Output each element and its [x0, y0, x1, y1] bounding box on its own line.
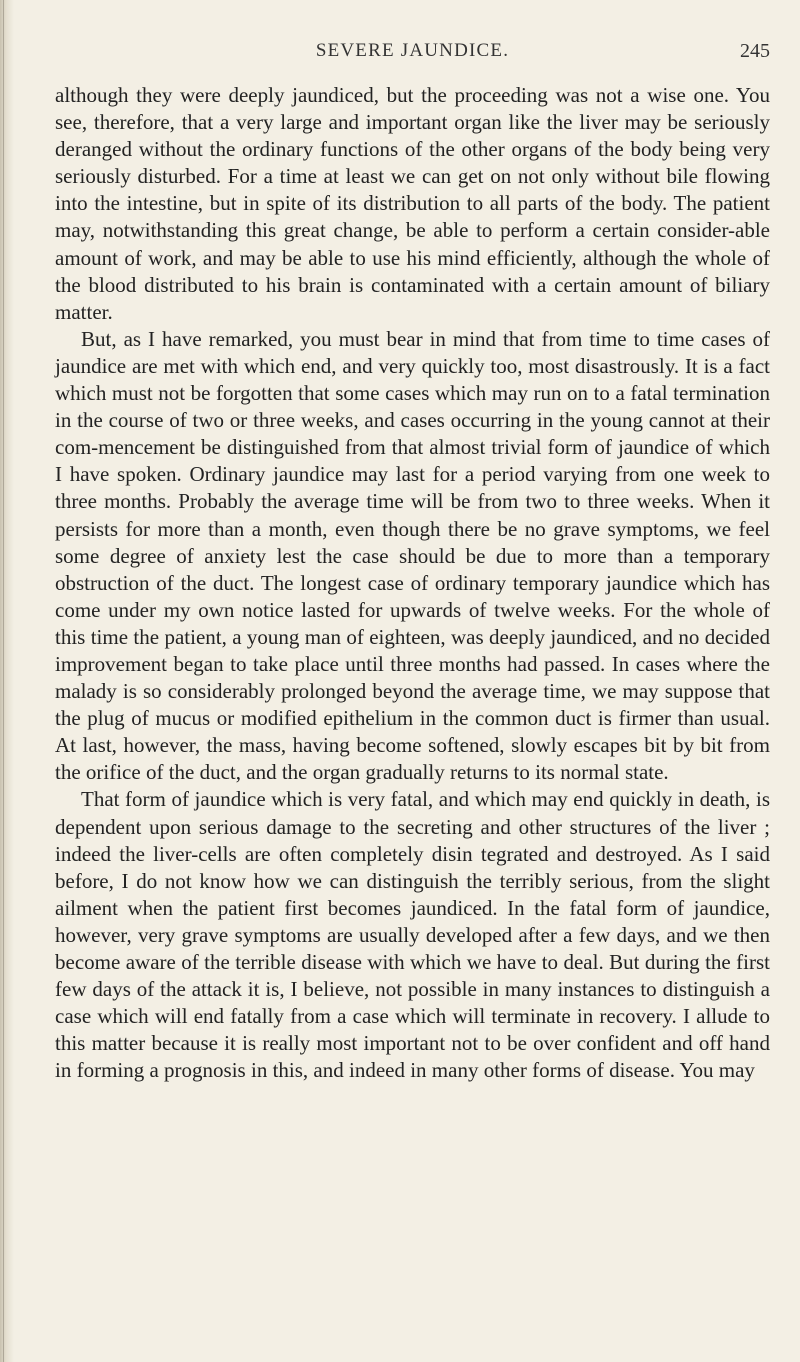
paragraph-3: That form of jaundice which is very fatal, and which may end quickly in death, is dependent upon serious damage to the secreting and other structures of the liver ; indeed the liver-cells are often completely disin tegrated and destroyed. As I said before, I do not know how we can distinguish the terribly serious, from the slight ailment when the patient first becomes jaundiced. In the fatal form of jaundice, however, very grave symptoms are usually developed after a few days, and we then become aware of the terrible disease with which we have to deal. But during the first few days of the attack it is, I believe, not possible in many instances to distinguish a case which will end fatally from a case which will terminate in recovery. I allude to this matter because it is really most important not to be over confident and off hand in forming a prognosis in this, and indeed in many other forms of disease. You may — [55, 787, 770, 1083]
page-body — [55, 82, 770, 1084]
running-title: SEVERE JAUNDICE. — [315, 40, 510, 61]
page-gutter-shadow — [0, 0, 14, 1362]
running-header — [55, 40, 770, 68]
page-number: 245 — [740, 40, 770, 62]
binding-edge-line — [3, 0, 4, 1362]
paragraph-1: although they were deeply jaundiced, but the proceeding was not a wise one. You see, therefore, that a very large and important organ like the liver may be seriously deranged without the ordinary functions of the other organs of the body being very seriously disturbed. For a time at least we can get on not only without bile flowing into the intestine, but in spite of its distribution to all parts of the body. The patient may, notwithstanding this great change, be able to perform a certain consider-able amount of work, and may be able to use his mind efficiently, although the whole of the blood distributed to his brain is contaminated with a certain amount of biliary matter. — [55, 83, 770, 324]
paragraph-2: But, as I have remarked, you must bear in mind that from time to time cases of jaundice are met with which end, and very quickly too, most disastrously. It is a fact which must not be forgotten that some cases which may run on to a fatal termination in the course of two or three weeks, and cases occurring in the young cannot at their com-mencement be distinguished from that almost trivial form of jaundice of which I have spoken. Ordinary jaundice may last for a period varying from one week to three months. Probably the average time will be from two to three weeks. When it persists for more than a month, even though there be no grave symptoms, we feel some degree of anxiety lest the case should be due to more than a temporary obstruction of the duct. The longest case of ordinary temporary jaundice which has come under my own notice lasted for upwards of twelve weeks. For the whole of this time the patient, a young man of eighteen, was deeply jaundiced, and no decided improvement began to take place until three months had passed. In cases where the malady is so considerably prolonged beyond the average time, we may suppose that the plug of mucus or modified epithelium in the common duct is firmer than usual. At last, however, the mass, having become softened, slowly escapes bit by bit from the orifice of the duct, and the organ gradually returns to its normal state. — [55, 326, 770, 785]
